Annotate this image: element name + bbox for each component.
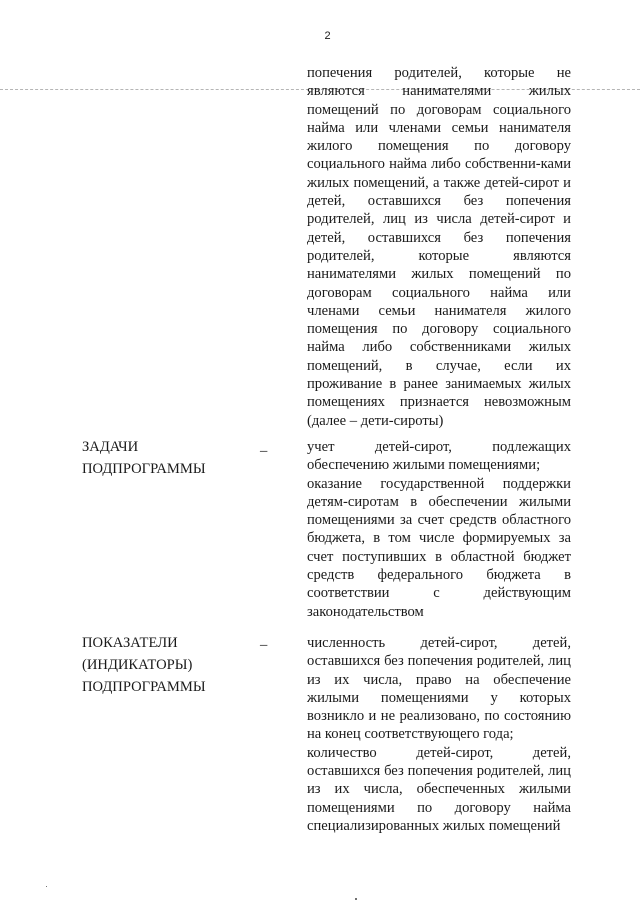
section-tasks-content	[307, 438, 571, 621]
top-text-block	[307, 64, 571, 430]
section-label-line: (ИНДИКАТОРЫ)	[82, 657, 193, 673]
section-label-line: ПОДПРОГРАММЫ	[82, 461, 206, 477]
section-indicators-dash: –	[260, 637, 268, 653]
top-paragraph: попечения родителей, которые не являются нанимателями жилых помещений по договорам социального найма или членами семьи нанимателя жилого помещения по договору социального найма либо собственни-ками жилых помещений, а также детей-сирот и детей, оставшихся без попечения родителей, лиц из числа детей-сирот и детей, оставшихся без попечения родителей, которые являются нанимателями жилых помещений по договорам социального найма или членами семьи нанимателя жилого помещения по договору социального найма либо собственниками жилых помещений, в случае, если их проживание в ранее занимаемых жилых помещениях признается невозможным (далее – дети-сироты)	[307, 65, 571, 429]
section-paragraph: количество детей-сирот, детей, оставшихся без попечения родителей, лиц из их числа, обеспеченных жилыми помещениями по договору найма специализированных жилых помещений	[307, 744, 571, 834]
section-paragraph: оказание государственной поддержки детям-сиротам в обеспечении жилыми помещениями за счет средств областного бюджета, в том числе формируемых за счет поступивших в областной бюджет средств федерального бюджета в соответствии с действующим законодательством	[307, 475, 571, 620]
section-label-line: ПОДПРОГРАММЫ	[82, 679, 206, 695]
section-indicators-content	[307, 634, 571, 835]
section-tasks-dash: –	[260, 443, 268, 459]
section-indicators-label	[82, 632, 252, 698]
scan-speck	[46, 886, 47, 887]
section-paragraph: учет детей-сирот, подлежащих обеспечению жилыми помещениями;	[307, 439, 571, 474]
section-paragraph: численность детей-сирот, детей, оставшихся без попечения родителей, лиц из их числа, право на обеспечение жилыми помещениями у которых возникло и не реализовано, по состоянию на конец соответствующего года;	[307, 635, 571, 743]
section-label-line: ЗАДАЧИ	[82, 439, 139, 455]
page-number: 2	[324, 30, 331, 42]
section-tasks-label	[82, 436, 252, 480]
section-label-line: ПОКАЗАТЕЛИ	[82, 635, 178, 651]
scan-speck	[355, 898, 357, 900]
